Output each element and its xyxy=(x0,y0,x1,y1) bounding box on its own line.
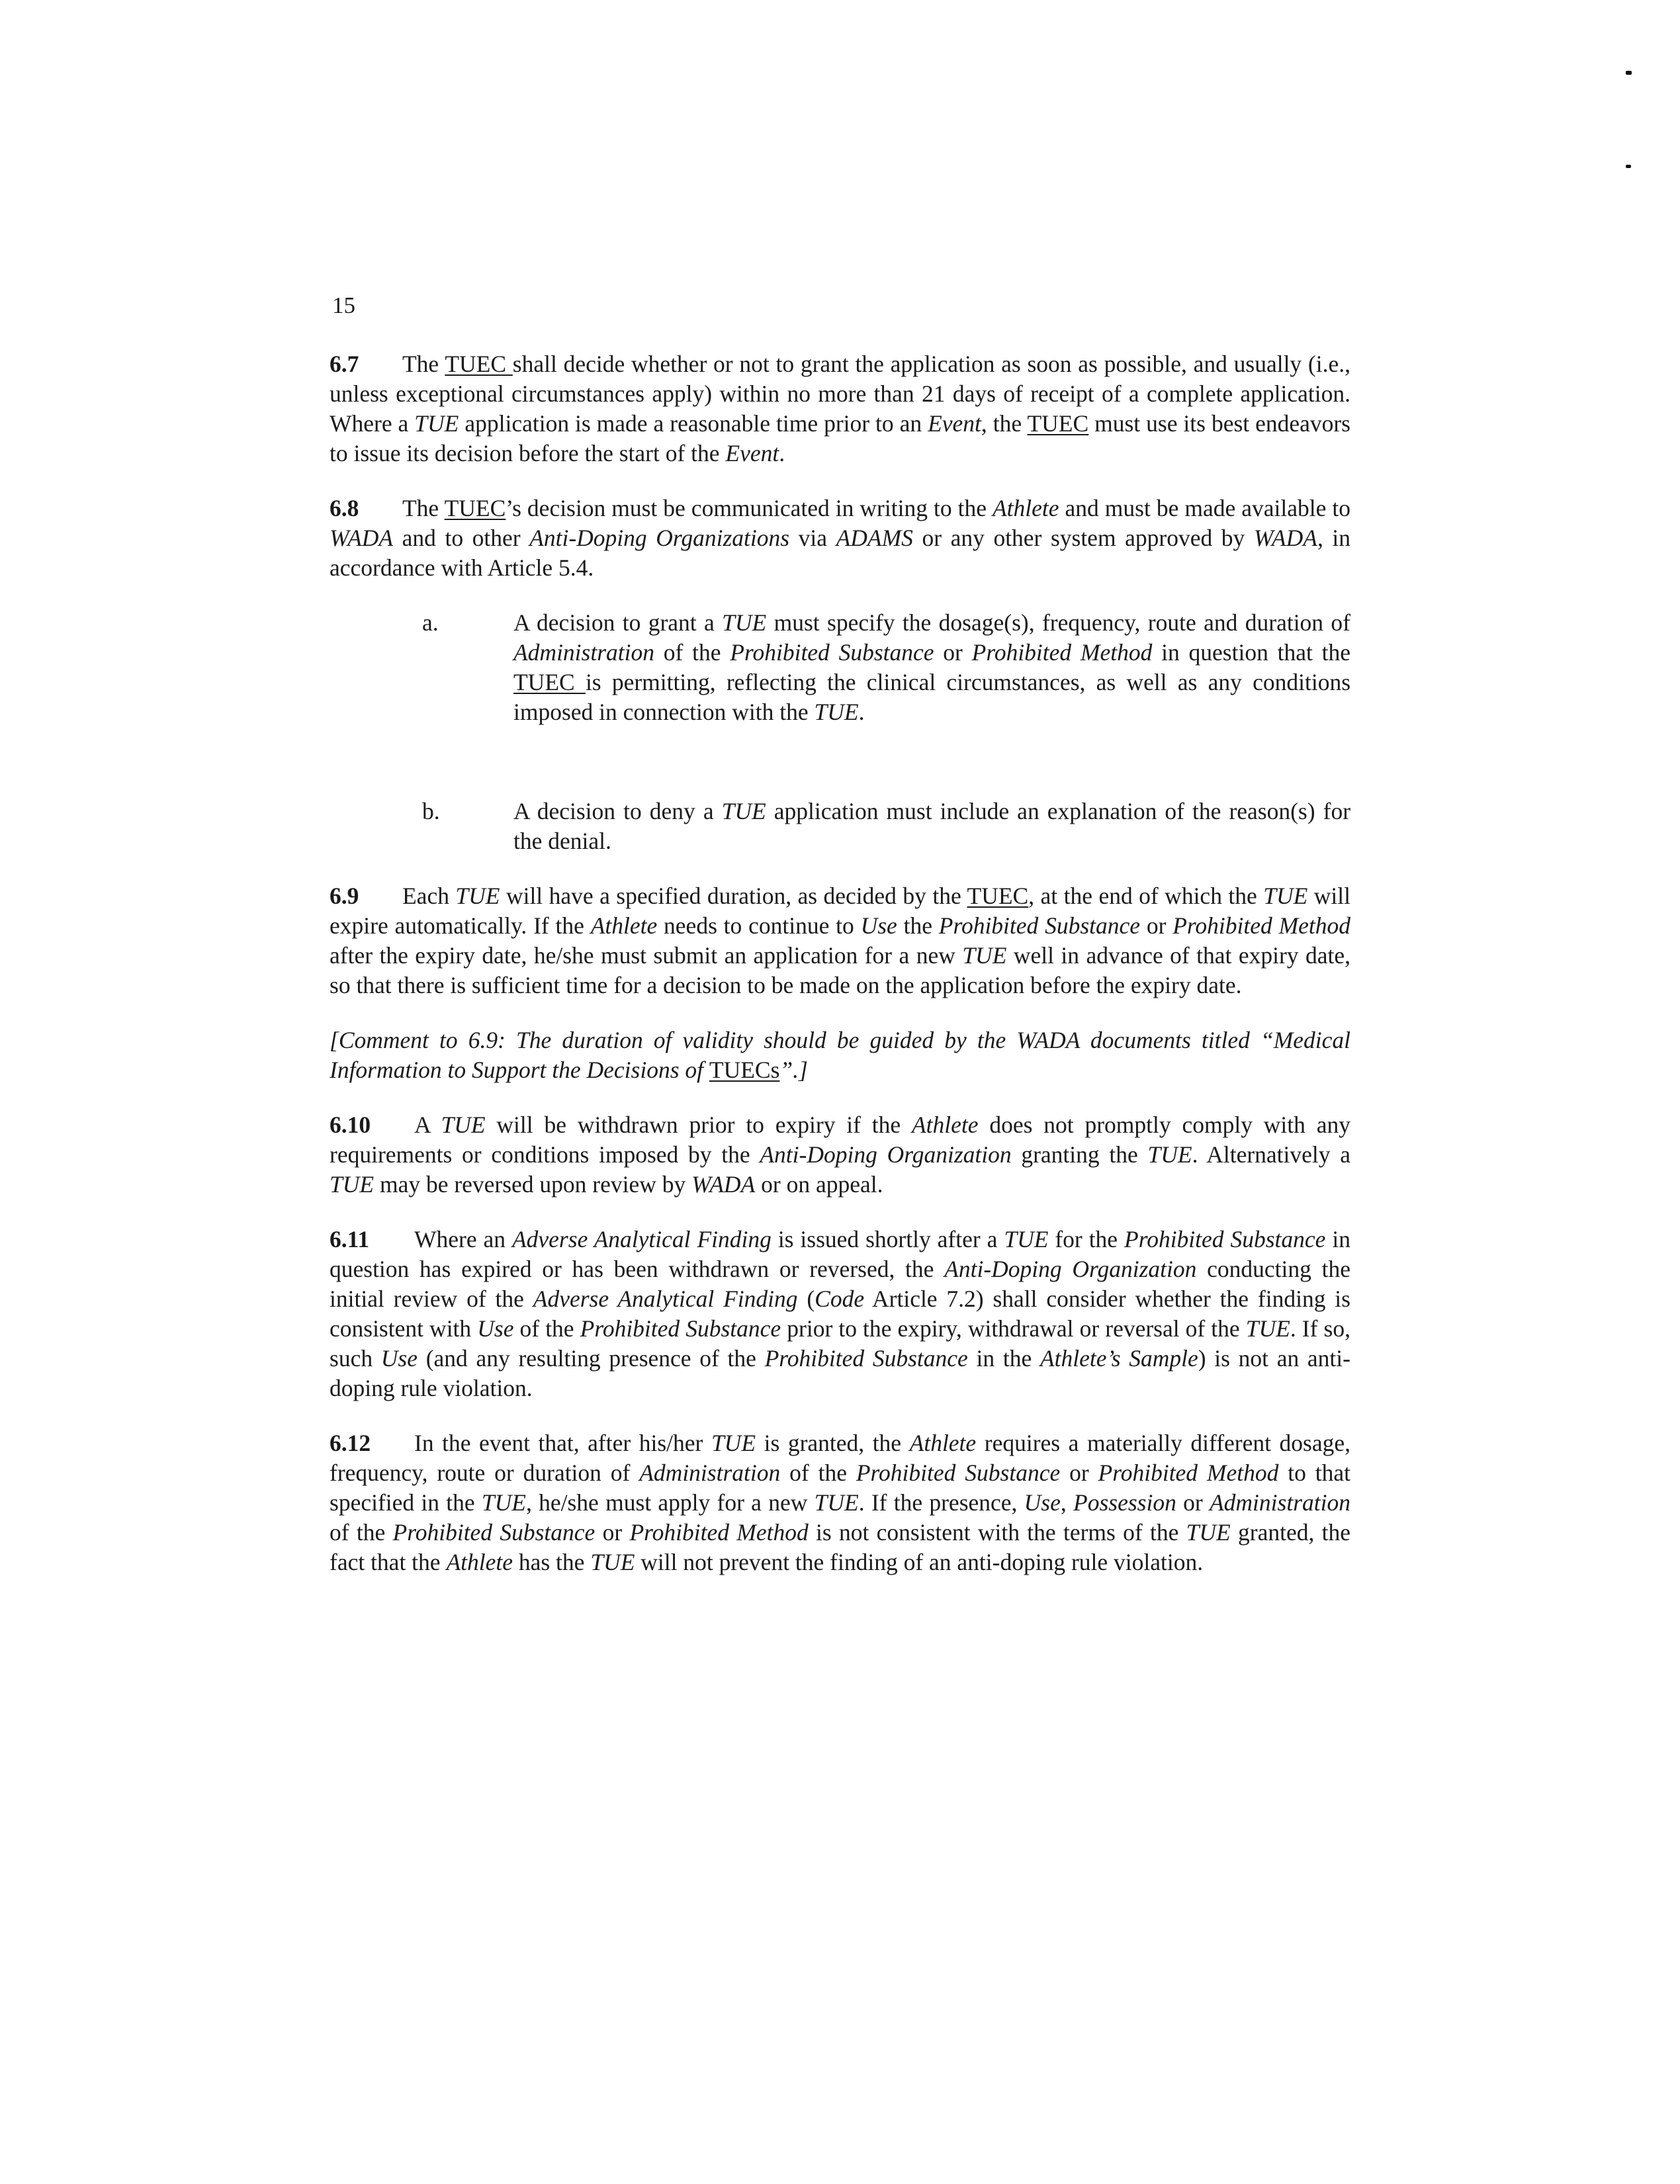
term-tue: TUE xyxy=(721,798,766,824)
term-tue: TUE xyxy=(814,1489,859,1516)
text: does not promptly comply with any requirements or conditions imposed by the xyxy=(330,1112,1350,1168)
term-wada: WADA xyxy=(1253,525,1317,551)
document-body xyxy=(330,349,1350,1602)
section-number: 6.9 xyxy=(330,883,359,909)
term-tue: TUE xyxy=(1263,883,1308,909)
term-tue: TUE xyxy=(711,1430,756,1456)
text: may be reversed upon review by xyxy=(374,1171,692,1198)
text: conducting the initial review of the xyxy=(330,1256,1350,1312)
text: [Comment to 6.9: The duration of validity should be guided by the WADA documents titled “Medical Information to Support the Decisions of xyxy=(330,1027,1350,1083)
text: A xyxy=(414,1112,441,1138)
text: or xyxy=(934,639,972,666)
term-tuec: TUEC xyxy=(1027,410,1089,437)
term-tue: TUE xyxy=(722,609,767,636)
text: and to other xyxy=(393,525,530,551)
text: The xyxy=(402,351,445,377)
text: will be withdrawn prior to expiry if the xyxy=(485,1112,912,1138)
item-letter: b. xyxy=(422,798,440,824)
term-tue: TUE xyxy=(1147,1141,1192,1168)
term-tuec: TUEC xyxy=(513,669,586,695)
text: for the xyxy=(1048,1226,1125,1252)
text: in the xyxy=(967,1345,1040,1372)
item-letter: a. xyxy=(422,609,439,636)
term-use: Use xyxy=(1024,1489,1061,1516)
text: needs to continue to xyxy=(657,912,861,939)
text: application is made a reasonable time prior to an xyxy=(459,410,928,437)
term-tuec: TUEC xyxy=(444,495,506,521)
text: is not consistent with the terms of the xyxy=(808,1519,1186,1546)
term-aaf: Adverse Analytical Finding xyxy=(533,1286,798,1312)
text: prior to the expiry, withdrawal or reversal of the xyxy=(781,1315,1246,1342)
text: of the xyxy=(654,639,730,666)
comment-6-9 xyxy=(330,1026,1350,1085)
term-prohibited-substance: Prohibited Substance xyxy=(764,1345,968,1372)
text: granting the xyxy=(1011,1141,1148,1168)
term-prohibited-method: Prohibited Method xyxy=(1098,1460,1279,1486)
section-number: 6.8 xyxy=(330,495,359,521)
section-6-10 xyxy=(330,1110,1350,1200)
section-6-12 xyxy=(330,1428,1350,1577)
text: . xyxy=(858,699,865,725)
text: ( xyxy=(797,1286,815,1312)
term-use: Use xyxy=(380,1345,418,1372)
term-tuec: TUEC xyxy=(445,351,513,377)
term-prohibited-substance: Prohibited Substance xyxy=(1124,1226,1326,1252)
text: must use its best endeavors to issue its decision before the start of the xyxy=(330,410,1351,466)
term-athlete: Athlete xyxy=(590,912,658,939)
text: and must be made available to xyxy=(1059,495,1350,521)
section-6-9 xyxy=(330,881,1350,1000)
term-prohibited-substance: Prohibited Substance xyxy=(580,1315,781,1342)
text: , the xyxy=(981,410,1028,437)
term-tue: TUE xyxy=(962,942,1007,969)
text: Article 7.2) shall consider whether the finding is consistent with xyxy=(330,1286,1350,1342)
text: Where an xyxy=(414,1226,512,1252)
term-athlete: Athlete xyxy=(446,1549,513,1575)
section-6-7 xyxy=(330,349,1350,468)
text: (and any resulting presence of the xyxy=(418,1345,765,1372)
section-number: 6.10 xyxy=(330,1112,371,1138)
term-prohibited-substance: Prohibited Substance xyxy=(856,1460,1061,1486)
term-event: Event xyxy=(928,410,981,437)
section-6-8-b xyxy=(422,797,1350,856)
term-wada: WADA xyxy=(691,1171,756,1198)
term-ado: Anti-Doping Organization xyxy=(944,1256,1197,1282)
text: requires a materially different dosage, frequency, route or duration of xyxy=(330,1430,1351,1486)
text: of the xyxy=(513,1315,580,1342)
scan-mark-bottom xyxy=(1626,165,1631,168)
term-administration: Administration xyxy=(639,1460,781,1486)
term-tue: TUE xyxy=(1245,1315,1290,1342)
section-6-8 xyxy=(330,494,1350,583)
section-6-11 xyxy=(330,1225,1350,1403)
text: via xyxy=(789,525,836,551)
term-prohibited-substance: Prohibited Substance xyxy=(392,1519,596,1546)
term-code: Code xyxy=(815,1286,865,1312)
term-prohibited-substance: Prohibited Substance xyxy=(730,639,934,666)
term-tue: TUE xyxy=(441,1112,486,1138)
text: ”.] xyxy=(779,1057,808,1083)
text: will not prevent the finding of an anti-doping rule violation. xyxy=(635,1549,1204,1575)
term-tue: TUE xyxy=(330,1171,375,1198)
term-tuec: TUEC xyxy=(967,883,1029,909)
text: to that specified in the xyxy=(330,1460,1350,1516)
text: ’s decision must be communicated in writing to the xyxy=(506,495,993,521)
text: of the xyxy=(780,1460,856,1486)
term-use: Use xyxy=(860,912,897,939)
term-tue: TUE xyxy=(455,883,500,909)
term-prohibited-method: Prohibited Method xyxy=(971,639,1153,666)
term-prohibited-substance: Prohibited Substance xyxy=(938,912,1141,939)
section-number: 6.11 xyxy=(330,1226,370,1252)
text: or xyxy=(1176,1489,1210,1516)
term-athlete: Athlete xyxy=(992,495,1059,521)
text: in question has expired or has been withdrawn or reversed, the xyxy=(330,1226,1350,1282)
term-tue: TUE xyxy=(590,1549,635,1575)
text: A decision to grant a xyxy=(513,609,723,636)
text: is issued shortly after a xyxy=(771,1226,1004,1252)
term-tue: TUE xyxy=(481,1489,526,1516)
text: , xyxy=(1060,1489,1074,1516)
term-wada: WADA xyxy=(330,525,394,551)
term-prohibited-method: Prohibited Method xyxy=(629,1519,809,1546)
term-tue: TUE xyxy=(1004,1226,1049,1252)
text: . If so, such xyxy=(330,1315,1350,1372)
text: shall decide whether or not to grant the application as soon as possible, and usually (i.e., unless exceptional circumstances apply) within no more than 21 days of receipt of a complete application. Where a xyxy=(330,351,1350,437)
term-tue: TUE xyxy=(1186,1519,1231,1546)
text: or xyxy=(595,1519,630,1546)
text: is permitting, reflecting the clinical circumstances, as well as any conditions imposed in connection with the xyxy=(513,669,1351,725)
text: or xyxy=(1140,912,1173,939)
term-use: Use xyxy=(477,1315,514,1342)
text: . If the presence, xyxy=(858,1489,1024,1516)
term-athlete: Athlete xyxy=(909,1430,977,1456)
text: after the expiry date, he/she must submit an application for a new xyxy=(330,942,963,969)
term-administration: Administration xyxy=(513,639,655,666)
text: will have a specified duration, as decided by the xyxy=(500,883,967,909)
text: the xyxy=(897,912,939,939)
text: or on appeal. xyxy=(755,1171,883,1198)
term-tuecs: TUECs xyxy=(709,1057,780,1083)
term-event: Event xyxy=(725,440,779,466)
term-adams: ADAMS xyxy=(836,525,913,551)
term-tue: TUE xyxy=(414,410,459,437)
text: In the event that, after his/her xyxy=(414,1430,711,1456)
section-6-8-a xyxy=(422,608,1350,727)
term-prohibited-method: Prohibited Method xyxy=(1172,912,1351,939)
text: is granted, the xyxy=(756,1430,910,1456)
text: application must include an explanation of the reason(s) for the denial. xyxy=(513,798,1351,854)
text: , in accordance with Article 5.4. xyxy=(330,525,1350,581)
term-ado: Anti-Doping Organization xyxy=(760,1141,1012,1168)
text: ) is not an anti-doping rule violation. xyxy=(330,1345,1350,1401)
item-text xyxy=(513,797,1350,856)
text: in question that the xyxy=(1152,639,1350,666)
text: granted, the fact that the xyxy=(330,1519,1350,1575)
term-tue: TUE xyxy=(814,699,859,725)
term-aaf: Adverse Analytical Finding xyxy=(511,1226,772,1252)
text: or any other system approved by xyxy=(912,525,1254,551)
text: or xyxy=(1060,1460,1098,1486)
text: Each xyxy=(402,883,456,909)
text: of the xyxy=(330,1519,393,1546)
term-athlete: Athlete xyxy=(912,1112,979,1138)
text: , at the end of which the xyxy=(1028,883,1264,909)
section-number: 6.7 xyxy=(330,351,359,377)
item-text xyxy=(513,608,1350,727)
text: . xyxy=(779,440,785,466)
text: will expire automatically. If the xyxy=(330,883,1350,939)
text: , he/she must apply for a new xyxy=(525,1489,815,1516)
term-possession: Possession xyxy=(1073,1489,1176,1516)
term-ado: Anti-Doping Organizations xyxy=(529,525,790,551)
text: has the xyxy=(512,1549,591,1575)
text: . Alternatively a xyxy=(1192,1141,1351,1168)
scan-mark-top xyxy=(1626,71,1632,75)
page-number: 15 xyxy=(332,292,355,318)
term-athlete-sample: Athlete’s Sample xyxy=(1039,1345,1198,1372)
section-number: 6.12 xyxy=(330,1430,371,1456)
text: The xyxy=(402,495,445,521)
text: must specify the dosage(s), frequency, route and duration of xyxy=(766,609,1350,636)
text: A decision to deny a xyxy=(513,798,722,824)
term-administration: Administration xyxy=(1209,1489,1350,1516)
text: well in advance of that expiry date, so that there is sufficient time for a decision to be made on the application before the expiry date. xyxy=(330,942,1350,998)
